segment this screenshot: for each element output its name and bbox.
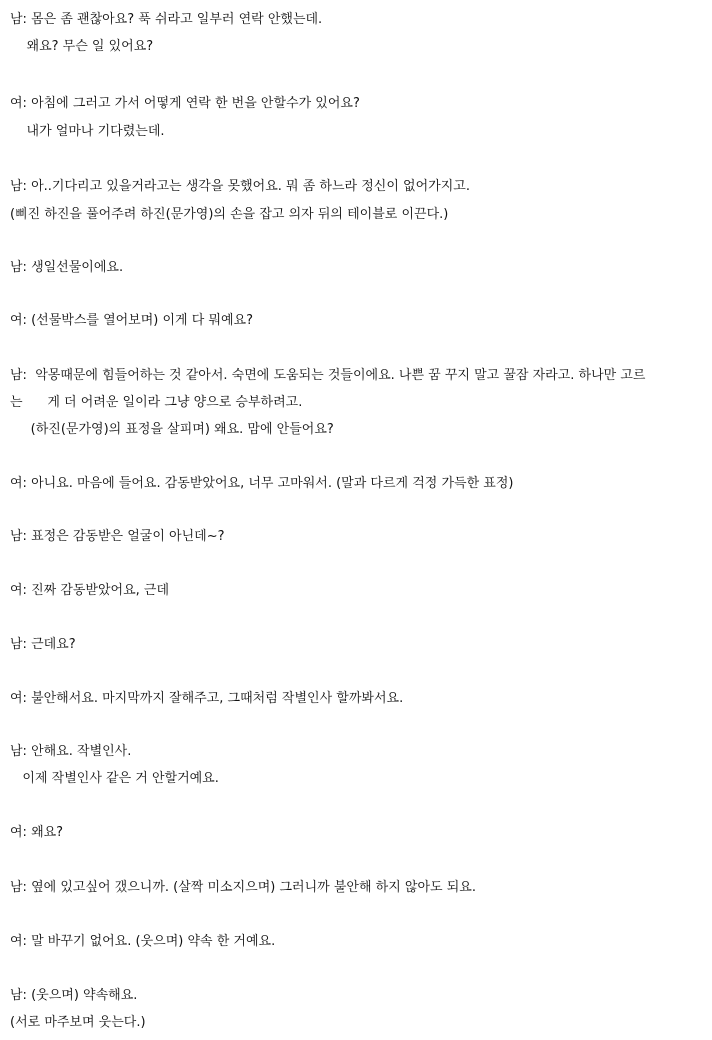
dialogue-line: 여: 아니요. 마음에 들어요. 감동받았어요, 너무 고마워서. (말과 다르게 걱정 가득한 표정)	[10, 476, 514, 491]
dialogue-line: 여: 진짜 감동받았어요, 근데	[10, 583, 170, 598]
dialogue-line: 남: 아..기다리고 있을거라고는 생각을 못했어요. 뭐 좀 하느라 정신이 없어가지고.	[10, 179, 470, 194]
dialogue-line: 여: (선물박스를 열어보며) 이게 다 뭐예요?	[10, 313, 254, 328]
dialogue-line: 여: 불안해서요. 마지막까지 잘해주고, 그때처럼 작별인사 할까봐서요.	[10, 691, 404, 706]
dialogue-line: 남: 몸은 좀 괜찮아요? 푹 쉬라고 일부러 연락 안했는데.	[10, 12, 323, 27]
dialogue-line: 내가 얼마나 기다렸는데.	[10, 124, 165, 139]
stage-direction: (삐진 하진을 풀어주려 하진(문가영)의 손을 잡고 의자 뒤의 테이블로 이끈다.)	[10, 207, 449, 222]
dialogue-line: 여: 왜요?	[10, 825, 64, 840]
dialogue-line: 는 게 더 어려운 일이라 그냥 양으로 승부하려고.	[10, 395, 303, 410]
dialogue-line: (하진(문가영)의 표정을 살피며) 왜요. 맘에 안들어요?	[10, 422, 334, 437]
dialogue-line: 남: (웃으며) 약속해요.	[10, 988, 138, 1003]
dialogue-line: 왜요? 무슨 일 있어요?	[10, 39, 154, 54]
stage-direction: (서로 마주보며 웃는다.)	[10, 1015, 146, 1030]
dialogue-line: 남: 악몽때문에 힘들어하는 것 같아서. 숙면에 도움되는 것들이에요. 나쁜 꿈 꾸지 말고 꿀잠 자라고. 하나만 고르	[10, 368, 646, 383]
dialogue-line: 남: 안해요. 작별인사.	[10, 744, 132, 759]
dialogue-line: 여: 아침에 그러고 가서 어떻게 연락 한 번을 안할수가 있어요?	[10, 96, 360, 111]
dialogue-line: 남: 표정은 감동받은 얼굴이 아닌데~?	[10, 529, 225, 544]
dialogue-line: 남: 생일선물이에요.	[10, 260, 124, 275]
dialogue-line: 남: 근데요?	[10, 637, 76, 652]
dialogue-line: 여: 말 바꾸기 없어요. (웃으며) 약속 한 거예요.	[10, 934, 276, 949]
dialogue-line: 남: 옆에 있고싶어 갰으니까. (살짝 미소지으며) 그러니까 불안해 하지 않아도 되요.	[10, 880, 476, 895]
dialogue-line: 이제 작별인사 같은 거 안할거예요.	[10, 771, 219, 786]
